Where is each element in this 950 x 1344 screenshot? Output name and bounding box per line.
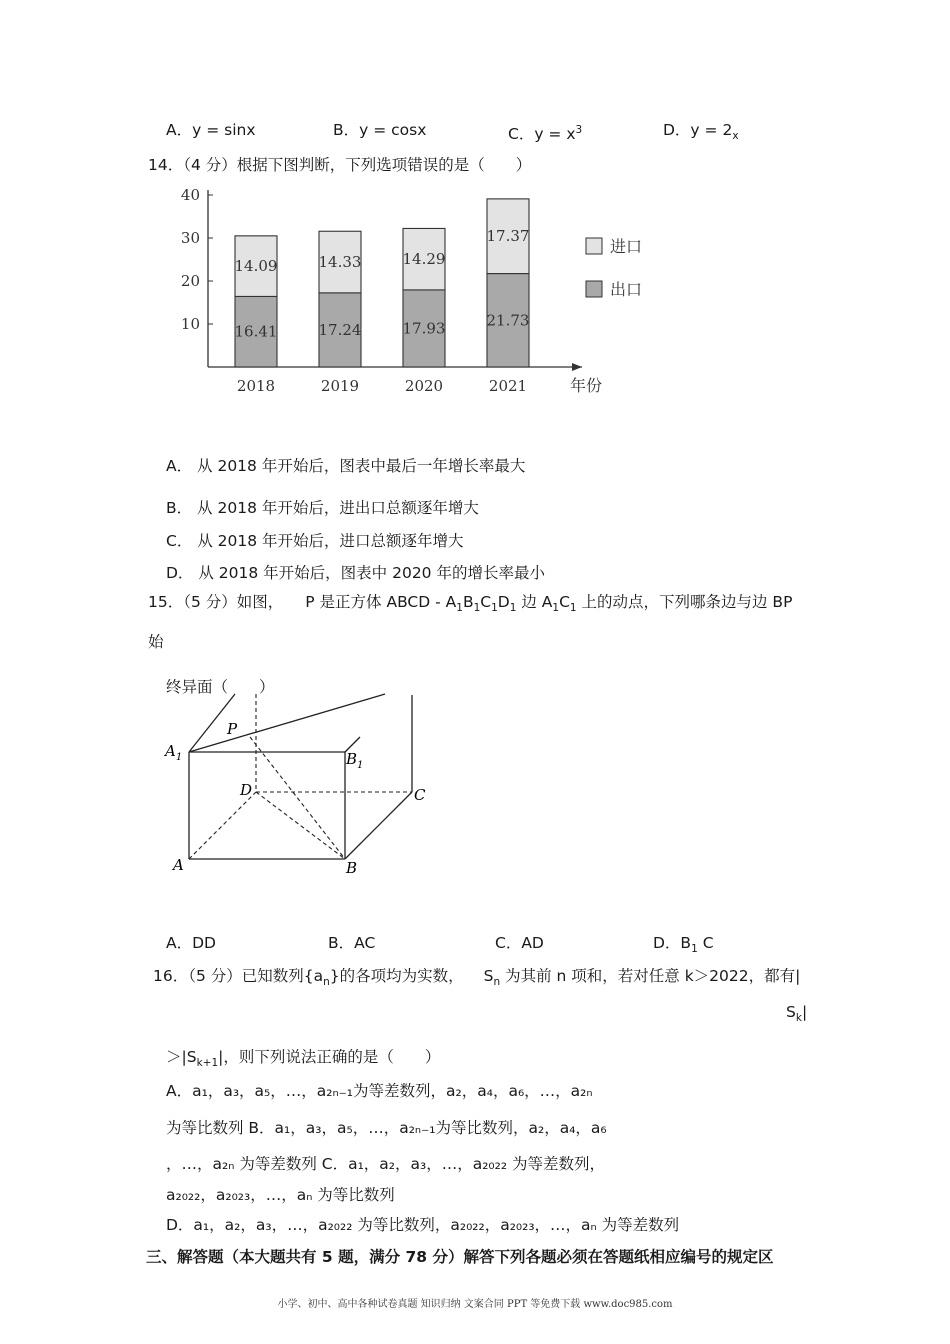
- label-a1: $A_1$: [165, 742, 183, 763]
- q13-option-c: C．$y = x^3$: [508, 124, 583, 144]
- q15-option-d: D．$B_1$ C: [653, 934, 714, 956]
- q16-option-a-cont-b: 为等比数列 B．a₁，a₃，a₅，…，a₂ₙ₋₁为等比数列，a₂，a₄，a₆: [166, 1119, 607, 1137]
- x-tick-label-3: 2021: [488, 377, 528, 395]
- q15-option-b: B．AC: [328, 934, 376, 952]
- q15-stem-line2: 始: [148, 633, 164, 651]
- bar-label-2021-出口: 21.73: [486, 311, 530, 330]
- q14-option-c: C． 从 2018 年开始后，进口总额逐年增大: [166, 532, 464, 550]
- bar-label-2020-出口: 17.93: [402, 319, 446, 338]
- q14-bar-chart: [170, 180, 650, 415]
- q15-option-a: A．DD: [166, 934, 216, 952]
- q13-option-d: D．$y = 2_x$: [663, 121, 739, 143]
- label-a: A: [173, 856, 184, 874]
- q16-option-a: A．a₁，a₃，a₅，…，a₂ₙ₋₁为等差数列，a₂，a₄，a₆，…，a₂ₙ: [166, 1082, 593, 1100]
- bar-label-2018-出口: 16.41: [234, 322, 278, 341]
- x-tick-label-0: 2018: [236, 377, 276, 395]
- y-tick-label-2: 30: [180, 229, 200, 247]
- bar-label-2019-进口: 14.33: [318, 253, 362, 272]
- x-axis-arrow: [572, 363, 582, 371]
- bar-label-2019-出口: 17.24: [318, 320, 362, 339]
- y-tick-label-3: 40: [180, 186, 200, 204]
- q13-option-b: B．y = cosx: [333, 121, 427, 139]
- bar-label-2020-进口: 14.29: [402, 250, 446, 269]
- q16-option-c-cont: a₂₀₂₂，a₂₀₂₃，…，aₙ 为等比数列: [166, 1186, 395, 1204]
- legend-label-进口: 进口: [610, 237, 643, 256]
- x-tick-label-1: 2019: [320, 377, 360, 395]
- q16-stem-line3: $>|S_{k+1}|$，则下列说法正确的是（ ）: [166, 1048, 441, 1070]
- q15-stem-line1: 15．（5 分）如图， P 是正方体 ABCD - $A_1B_1C_1D_1$ 边 $A_1C_1$ 上的动点，下列哪条边与边 BP: [148, 593, 793, 615]
- legend-swatch-出口: [586, 281, 602, 297]
- label-b1: $B_1$: [346, 750, 364, 771]
- section-3-heading: 三、解答题（本大题共有 5 题，满分 78 分）解答下列各题必须在答题纸相应编号的规定区: [146, 1248, 774, 1266]
- bar-label-2021-进口: 17.37: [486, 227, 530, 246]
- q15-option-c: C．AD: [495, 934, 544, 952]
- x-axis-title: 年份: [570, 376, 603, 395]
- x-tick-label-2: 2020: [404, 377, 444, 395]
- q15-cube-figure: [160, 692, 450, 892]
- legend-label-出口: 出口: [610, 280, 643, 299]
- q14-option-d: D． 从 2018 年开始后，图表中 2020 年的增长率最小: [166, 564, 545, 582]
- q15-stem-line3: 终异面（ ）: [166, 678, 275, 696]
- label-p: P: [227, 720, 238, 738]
- page-footer: 小学、初中、高中各种试卷真题 知识归纳 文案合同 PPT 等免费下载 www.doc985.com: [277, 1299, 673, 1310]
- q16-stem-line2: $S_k|$: [786, 1003, 808, 1025]
- q16-option-b-cont-c: ，…，a₂ₙ 为等差数列 C．a₁，a₂，a₃，…，a₂₀₂₂ 为等差数列，: [166, 1155, 605, 1173]
- bar-label-2018-进口: 14.09: [234, 257, 278, 276]
- label-b: B: [346, 859, 358, 877]
- q13-option-a: A．y = sinx: [166, 121, 256, 139]
- label-c: C: [414, 786, 426, 804]
- q14-stem: 14．（4 分）根据下图判断，下列选项错误的是（ ）: [148, 156, 532, 174]
- y-tick-label-1: 20: [180, 272, 200, 290]
- y-tick-label-0: 10: [180, 315, 200, 333]
- q14-option-a: A． 从 2018 年开始后，图表中最后一年增长率最大: [166, 457, 526, 475]
- q16-option-d: D．a₁，a₂，a₃，…，a₂₀₂₂ 为等比数列，a₂₀₂₂，a₂₀₂₃，…，aₙ 为等差数列: [166, 1216, 680, 1234]
- legend-swatch-进口: [586, 238, 602, 254]
- q14-option-b: B． 从 2018 年开始后，进出口总额逐年增大: [166, 499, 479, 517]
- label-d: D: [240, 781, 253, 799]
- q16-stem-line1: 16．（5 分）已知数列$\{a_n\}$的各项均为实数， $S_n$ 为其前 n 项和，若对任意 k＞2022，都有|: [153, 967, 801, 989]
